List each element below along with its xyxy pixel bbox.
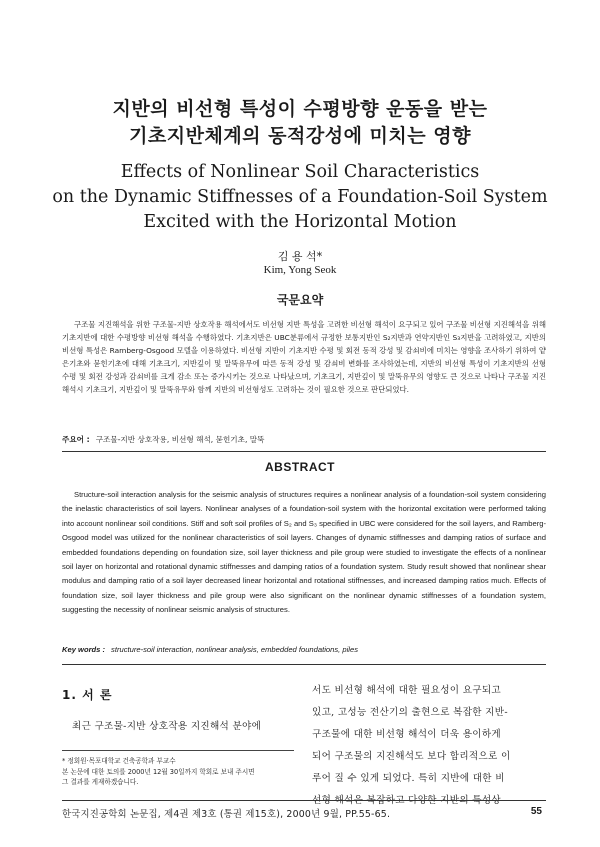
divider bbox=[62, 451, 546, 452]
korean-title-line: 지반의 비선형 특성이 수평방향 운동을 받는 bbox=[112, 98, 488, 120]
author-korean: 김 용 석* bbox=[277, 250, 323, 263]
korean-keywords bbox=[62, 434, 546, 445]
english-abstract-heading: ABSTRACT bbox=[265, 460, 335, 474]
body-text-left: 최근 구조물-지반 상호작용 지진해석 분야에 bbox=[72, 721, 262, 732]
korean-abstract-heading: 국문요약 bbox=[276, 293, 324, 307]
english-title bbox=[40, 160, 560, 235]
footnote-line: 본 논문에 대한 토의를 2000년 12월 30일까지 학회로 보내 주시면 bbox=[62, 767, 255, 776]
body-line: 서도 비선형 해석에 대한 필요성이 요구되고 bbox=[312, 685, 501, 696]
english-keywords-text: structure-soil interaction, nonlinear analysis, embedded foundations, piles bbox=[111, 645, 358, 654]
korean-keywords-label: 주요어 : bbox=[62, 435, 90, 444]
english-keywords-label: Key words : bbox=[62, 645, 106, 654]
footnotes bbox=[62, 756, 294, 788]
english-keywords bbox=[62, 645, 546, 654]
english-title-line: Excited with the Horizontal Motion bbox=[143, 212, 457, 232]
page-number: 55 bbox=[530, 806, 542, 817]
divider bbox=[62, 664, 546, 665]
footnote-line: 그 결과를 게재하겠습니다. bbox=[62, 778, 139, 786]
journal-citation: 한국지진공학회 논문집, 제4권 제3호 (통권 제15호), 2000년 9월, PP.55-65. bbox=[62, 809, 391, 820]
body-text-right bbox=[312, 680, 544, 812]
footnote-divider bbox=[62, 750, 294, 751]
korean-title-line: 기초지반체계의 동적강성에 미치는 영향 bbox=[129, 125, 471, 147]
body-line: 있고, 고성능 전산기의 출현으로 복잡한 지반- bbox=[312, 707, 508, 718]
footnote-line: * 정회원·목포대학교 건축공학과 부교수 bbox=[62, 757, 176, 765]
korean-title bbox=[60, 96, 540, 150]
body-line: 루어 질 수 있게 되었다. 특히 지반에 대한 비 bbox=[312, 773, 505, 784]
author-english: Kim, Yong Seok bbox=[263, 264, 337, 276]
body-line: 선형 해석은 복잡하고 다양한 지반의 특성상 bbox=[312, 795, 501, 806]
korean-keywords-text: 구조물-지반 상호작용, 비선형 해석, 묻힌기초, 말뚝 bbox=[95, 435, 265, 444]
korean-abstract: 구조물 지진해석을 위한 구조물-지반 상호작용 해석에서도 비선형 지반 특성을 고려한 비선형 해석이 요구되고 있어 구조물 비선형 지진해석을 위해 기초지반에 대한 수평방향 비선형 해석을 수행하였다. 기초지반은 UBC분류에서 규정한 보통지반인 S₂지반과 연약지반인 S₃지반을 고려하였고, 지반의 비선형 특성은 Ramberg-Osgood 모델을 이용하였다. 비선형 지반이 기초지반 수평 및 회전 동적 강성 및 감쇠비에 미치는 영향을 조사하기 위하여 얕은기초와 묻힌기초에 대해 기초크기, 지반깊이 및 말뚝유무에 따른 동적 강성 및 감쇠비 변화를 조사하였는데, 지반의 비선형 특성이 기초지반의 선형 수평 및 회전 강성과 감쇠비를 크게 감소 또는 증가시키는 것으로 나타났으며, 기초크기, 지반깊이 및 말뚝유무의 영향도 큰 것으로 나타나 구조물 지진해석시 기초크기, 지반깊이 및 말뚝유무와 함께 지반의 비선형성도 고려하는 것이 필요한 것으로 판단되었다. bbox=[62, 320, 546, 394]
footer-divider bbox=[62, 800, 546, 801]
body-line: 되어 구조물의 지진해석도 보다 합리적으로 이 bbox=[312, 751, 511, 762]
english-abstract: Structure-soil interaction analysis for the seismic analysis of structures requires a nonlinear analysis of a foundation-soil system considering the inelastic characteristics of soil layers. Nonlinear analyses of a foundation-soil system with the horizontal excitation were performed taking into account nonlinear soil conditions. Stiff and soft soil profiles of S₂ and S₃ specified in UBC were considered for the soil layers, and Ramberg-Osgood model was utilized for the nonlinear characteristics of soil layers. Changes of dynamic stiffnesses and damping ratios of surface and embedded foundations depending on foundation size, soil layer thickness and pile group were studied to investigate the effects of a nonlinear soil layer on horizontal and rotational dynamic stiffnesses and damping ratios of a foundation system. Study result showed that nonlinear shear modulus and damping ratio of a soil layer decreased linear horizontal and rotational stiffnesses, and increased damping ratios much. Effects of foundation size, soil layer thickness and pile group were also significant on the nonlinear dynamic stiffnesses of a foundation system, suggesting the necessity of nonlinear seismic analysis of structures. bbox=[62, 490, 546, 615]
english-title-line: on the Dynamic Stiffnesses of a Foundation-Soil System bbox=[52, 187, 548, 207]
body-line: 구조물에 대한 비선형 해석이 더욱 용이하게 bbox=[312, 729, 501, 740]
english-title-line: Effects of Nonlinear Soil Characteristics bbox=[120, 162, 480, 182]
section-title: 1. 서 론 bbox=[62, 688, 113, 702]
